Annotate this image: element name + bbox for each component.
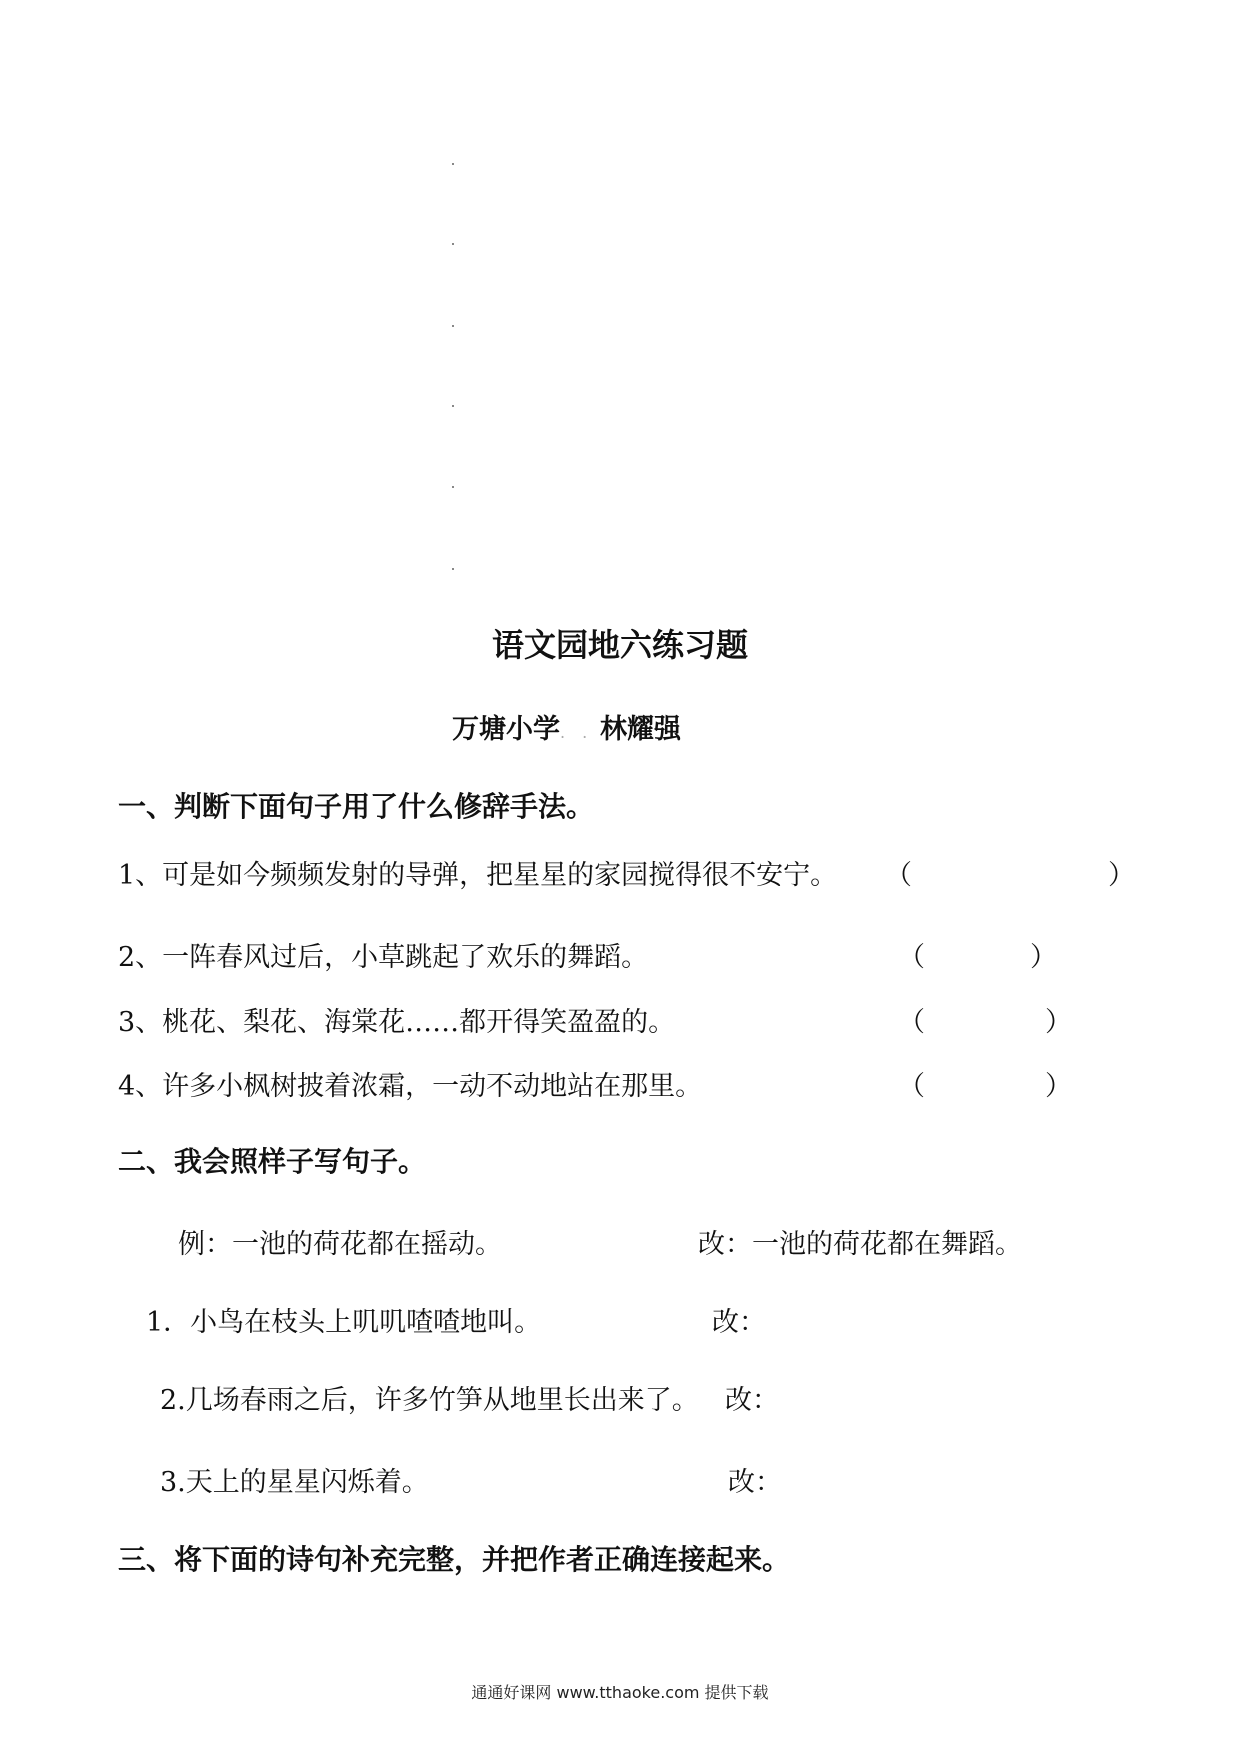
scan-dot xyxy=(452,243,454,245)
section-2-heading: 二、我会照样子写句子。 xyxy=(118,1145,427,1178)
author-name: 林耀强 xyxy=(600,714,681,745)
scan-dot xyxy=(452,486,454,488)
question-2-text: 2、一阵春风过后，小草跳起了欢乐的舞蹈。 xyxy=(118,942,649,973)
section-3-heading: 三、将下面的诗句补充完整，并把作者正确连接起来。 xyxy=(118,1543,791,1576)
question-4-text: 4、许多小枫树披着浓霜，一动不动地站在那里。 xyxy=(118,1071,703,1102)
example-changed: 改：一池的荷花都在舞蹈。 xyxy=(698,1229,1022,1260)
scan-dot xyxy=(452,325,454,327)
separator-dots: . . . xyxy=(560,723,616,742)
scan-dot xyxy=(452,405,454,407)
question-1-text: 1、可是如今频频发射的导弹，把星星的家园搅得很不安宁。 xyxy=(118,860,838,891)
rewrite-item-3-text: 3.天上的星星闪烁着。 xyxy=(160,1467,429,1498)
question-1-paren-open: （ xyxy=(885,860,912,891)
page-title: 语文园地六练习题 xyxy=(491,626,748,664)
scan-dot xyxy=(452,568,454,570)
example-original: 例：一池的荷花都在摇动。 xyxy=(178,1229,502,1260)
rewrite-item-1-text: 1．小鸟在枝头上叽叽喳喳地叫。 xyxy=(146,1307,542,1338)
rewrite-item-3-label: 改： xyxy=(728,1467,782,1498)
question-3-paren-open: （ xyxy=(898,1007,925,1038)
rewrite-item-1-label: 改： xyxy=(712,1307,766,1338)
question-1-paren-close: ） xyxy=(1108,860,1135,891)
scan-dot xyxy=(452,163,454,165)
question-3-text: 3、桃花、梨花、海棠花……都开得笑盈盈的。 xyxy=(118,1007,676,1038)
author-line xyxy=(452,707,681,746)
question-4-paren-close: ） xyxy=(1045,1071,1072,1102)
rewrite-item-2-text: 2.几场春雨之后，许多竹笋从地里长出来了。 xyxy=(160,1385,699,1416)
footer-download-note: 通通好课网 www.tthaoke.com 提供下载 xyxy=(471,1683,769,1702)
question-2-paren-close: ） xyxy=(1030,942,1057,973)
section-1-heading: 一、判断下面句子用了什么修辞手法。 xyxy=(118,790,595,823)
question-2-paren-open: （ xyxy=(898,942,925,973)
question-4-paren-open: （ xyxy=(898,1071,925,1102)
question-3-paren-close: ） xyxy=(1045,1007,1072,1038)
rewrite-item-2-label: 改： xyxy=(725,1385,779,1416)
school-name: 万塘小学 xyxy=(452,714,560,745)
